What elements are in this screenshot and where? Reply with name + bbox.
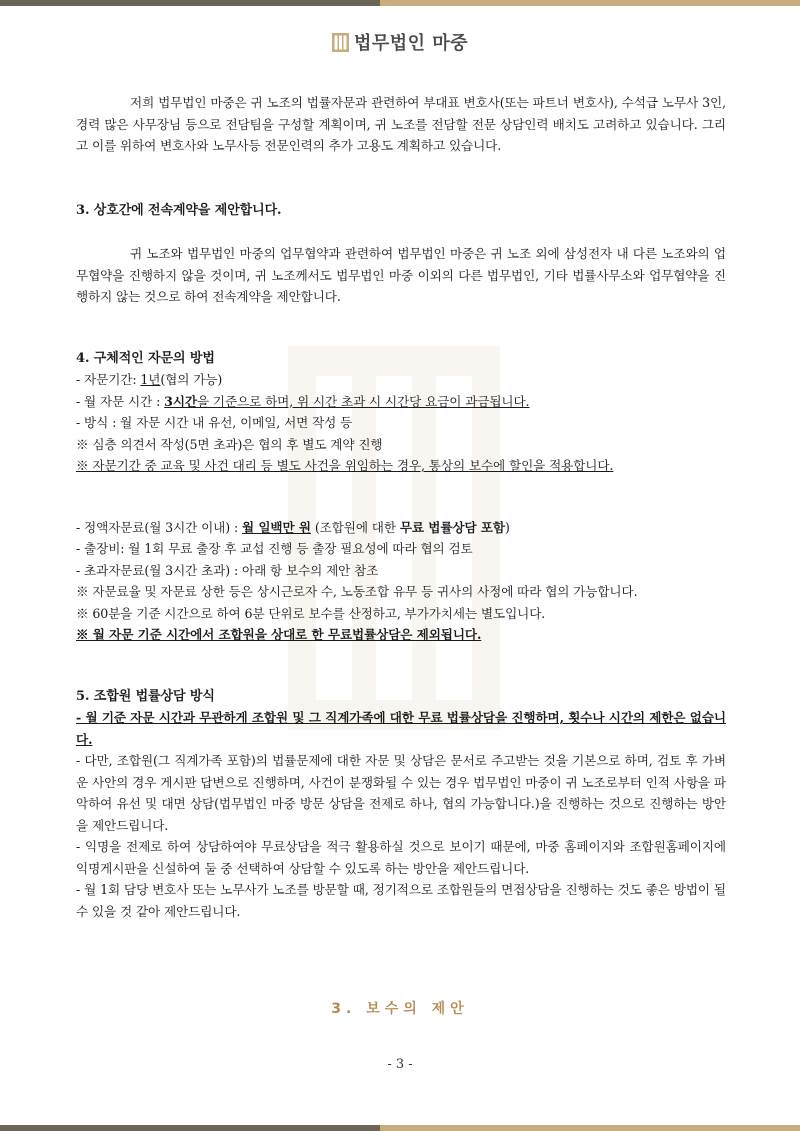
note-opinion: ※ 심층 의견서 작성(5면 초과)은 협의 후 별도 계약 진행 [76, 436, 383, 452]
monthly-consult-time: - 월 자문 시간 : 3시간을 기준으로 하며, 위 시간 초과 시 시간당 요금이 과금됩니다. [76, 393, 530, 409]
excess-fee: - 초과자문료(월 3시간 초과) : 아래 항 보수의 제안 참조 [76, 562, 379, 578]
section-4-heading: 4. 구체적인 자문의 방법 [76, 350, 215, 366]
firm-logo [0, 29, 800, 55]
anonymous-board-item: - 익명을 전제로 하여 상담하여야 무료상담을 적극 활용하실 것으로 보이기 때문에, 마중 홈페이지와 조합원홈페이지에 익명게시판을 신설하여 둘 중 선택하여 상담할 수 있도록 하는 방안을 제안드립니다. [76, 839, 726, 876]
top-color-bar [0, 0, 800, 6]
note-free-consult-excluded: ※ 월 자문 기준 시간에서 조합원을 상대로 한 무료법률상담은 제외됩니다. [76, 627, 482, 642]
consult-period: - 자문기간: 1년(협의 가능) [76, 372, 223, 387]
section-3-body: 귀 노조와 법무법인 마중의 업무협약과 관련하여 법무법인 마중은 귀 노조 외에 삼성전자 내 다른 노조와의 업무협약을 진행하지 않을 것이며, 귀 노조께서도 법무법인 마중 이외의 다른 법무법인, 기타 법률사무소와 업무협약을 진행하지 않는 것으로 하여 전속계약을 제안합니다. [76, 246, 726, 304]
document-body [76, 92, 726, 922]
section-5-heading: 5. 조합원 법률상담 방식 [76, 688, 215, 704]
logo-text: 법무법인 마중 [353, 33, 469, 54]
monthly-visit-item: - 월 1회 담당 변호사 또는 노무사가 노조를 방문할 때, 정기적으로 조합원들의 면접상담을 진행하는 것도 좋은 방법이 될 수 있을 것 같아 제안드립니다. [76, 882, 726, 919]
fixed-fee: - 정액자문료(월 3시간 이내) : 월 일백만 원 (조합원에 대한 무료 법률상담 포함) [76, 519, 510, 535]
section-3-heading: 3. 상호간에 전속계약을 제안합니다. [76, 202, 282, 218]
note-fee-rate: ※ 자문료율 및 자문료 상한 등은 상시근로자 수, 노동조합 유무 등 귀사의 사정에 따라 협의 가능합니다. [76, 584, 638, 599]
note-billing-unit: ※ 60분을 기준 시간으로 하여 6분 단위로 보수를 산정하고, 부가가치세는 별도입니다. [76, 605, 546, 621]
bottom-color-bar [0, 1125, 800, 1131]
firm-logo-icon [332, 33, 349, 52]
consult-procedure-item: - 다만, 조합원(그 직계가족 포함)의 법률문제에 대한 자문 및 상담은 문서로 주고받는 것을 기본으로 하며, 검토 후 가벼운 사안의 경우 게시판 답변으로 진행하며, 사건이 분쟁화될 수 있는 경우 법무법인 마중이 귀 노조로부터 인적 사항을 파악하여 유선 및 대면 상담(법무법인 마중 방문 상담을 전제로 하나, 협의 가능합니다.)을 진행하는 것으로 진행하는 방안을 제안드립니다. [76, 753, 726, 833]
intro-paragraph: 저희 법무법인 마중은 귀 노조의 법률자문과 관련하여 부대표 변호사(또는 파트너 변호사), 수석급 노무사 3인, 경력 많은 사무장님 등으로 전담팀을 구성할 계획이며, 귀 노조를 전담할 전문 상담인력 배치도 고려하고 있습니다. 그리고 이를 위하여 변호사와 노무사등 전문인력의 추가 고용도 계획하고 있습니다. [76, 95, 726, 153]
note-discount: ※ 자문기간 중 교육 및 사건 대리 등 별도 사건을 위임하는 경우, 통상의 보수에 할인을 적용합니다. [76, 458, 614, 473]
consult-method: - 방식 : 월 자문 시간 내 유선, 이메일, 서면 작성 등 [76, 415, 353, 430]
next-section-title: 3. 보수의 제안 [331, 1001, 469, 1017]
travel-fee: - 출장비: 월 1회 무료 출장 후 교섭 진행 등 출장 필요성에 따라 협의 검토 [76, 541, 473, 556]
free-consult-item: - 월 기준 자문 시간과 무관하게 조합원 및 그 직계가족에 대한 무료 법률상담을 진행하며, 횟수나 시간의 제한은 없습니다. [76, 710, 726, 747]
page-number: - 3 - [387, 1057, 413, 1072]
